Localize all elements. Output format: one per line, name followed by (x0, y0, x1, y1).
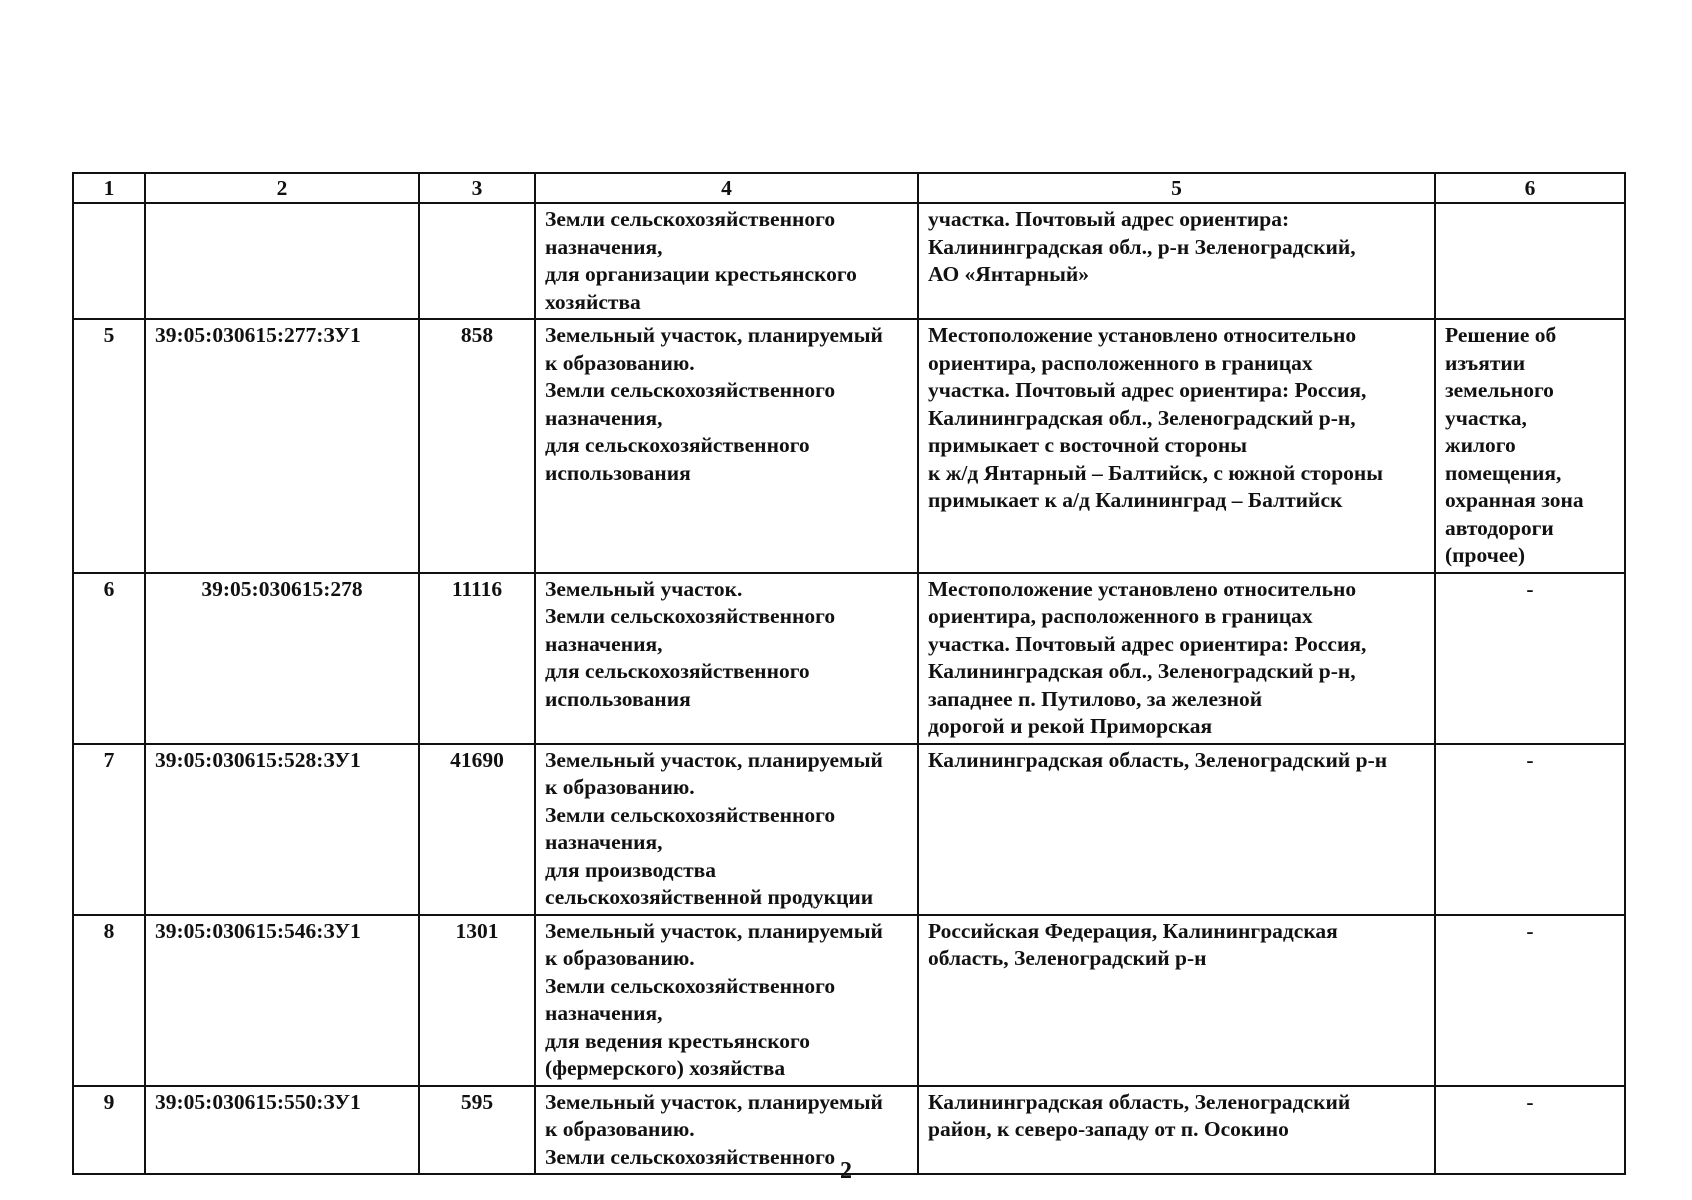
description-cell (535, 319, 918, 573)
note-cell (1435, 573, 1625, 744)
description-line: для организации крестьянского (545, 262, 857, 286)
row-number-cell (73, 744, 145, 915)
note-line: - (1526, 747, 1534, 772)
location-line: Местоположение установлено относительно (928, 576, 1357, 601)
plot-area: 1301 (455, 918, 499, 943)
description-cell (535, 744, 918, 915)
row-number: 8 (103, 918, 115, 943)
plot-area: 595 (460, 1089, 494, 1114)
cadastral-number-cell (145, 203, 419, 319)
plot-area: 11116 (451, 576, 503, 601)
description-line: назначения, (545, 234, 663, 259)
location-line: примыкает к а/д Калининград – Балтийск (928, 488, 1343, 512)
description-line: Земли сельскохозяйственного (545, 207, 836, 231)
row-number: 6 (103, 576, 115, 601)
description-line: назначения, (545, 830, 663, 854)
description-line: к образованию. (545, 775, 695, 799)
header-col-5: 5 (918, 173, 1435, 203)
location-line: Местоположение установлено относительно (928, 323, 1357, 347)
description-line: Земли сельскохозяйственного (545, 1144, 836, 1169)
row-number: 5 (103, 323, 115, 347)
header-col-4: 4 (535, 173, 918, 203)
note-line: изъятии (1445, 350, 1526, 375)
note-line: - (1526, 918, 1534, 943)
cadastral-number-cell (145, 915, 419, 1086)
location-line: участка. Почтовый адрес ориентира: Россия, (928, 631, 1367, 656)
row-number-cell (73, 203, 145, 319)
description-line: использования (545, 686, 691, 711)
description-line: Земельный участок, планируемый (545, 323, 883, 347)
description-line: для сельскохозяйственного (545, 433, 810, 457)
location-line: АО «Янтарный» (928, 262, 1090, 286)
row-number: 9 (103, 1089, 115, 1114)
location-line: район, к северо-западу от п. Осокино (928, 1117, 1289, 1141)
note-line: помещения, (1445, 460, 1562, 485)
note-line: - (1526, 1089, 1534, 1114)
table-body (73, 203, 1625, 1174)
description-line: для сельскохозяйственного (545, 659, 810, 683)
description-line: к образованию. (545, 946, 695, 970)
row-number-cell (73, 915, 145, 1086)
cadastral-number-cell (145, 573, 419, 744)
description-line: хозяйства (545, 289, 641, 314)
location-cell (918, 573, 1435, 744)
header-col-2: 2 (145, 173, 419, 203)
description-line: Земли сельскохозяйственного (545, 604, 836, 628)
cadastral-number-cell (145, 319, 419, 573)
description-line: для производства (545, 857, 717, 882)
area-cell (419, 915, 535, 1086)
location-line: Калининградская область, Зеленоградский (928, 1089, 1351, 1114)
description-cell (535, 203, 918, 319)
note-line: участка, (1445, 405, 1527, 430)
location-line: примыкает с восточной стороны (928, 433, 1248, 457)
description-cell (535, 573, 918, 744)
location-line: ориентира, расположенного в границах (928, 604, 1313, 628)
table-row (73, 203, 1625, 319)
note-cell (1435, 319, 1625, 573)
note-cell (1435, 744, 1625, 915)
location-line: Калининградская обл., Зеленоградский р-н, (928, 405, 1356, 430)
table-header-row (73, 173, 1625, 203)
area-cell (419, 319, 535, 573)
location-cell (918, 319, 1435, 573)
area-cell (419, 203, 535, 319)
location-cell (918, 744, 1435, 915)
description-line: к образованию. (545, 1117, 695, 1141)
cadastral-number-cell (145, 744, 419, 915)
header-col-3: 3 (419, 173, 535, 203)
area-cell (419, 744, 535, 915)
location-line: Российская Федерация, Калининградская (928, 918, 1338, 943)
note-line: Решение об (1445, 323, 1557, 347)
description-line: Земли сельскохозяйственного (545, 802, 836, 827)
description-cell (535, 915, 918, 1086)
description-line: назначения, (545, 631, 663, 656)
description-line: Земельный участок. (545, 576, 743, 601)
description-line: Земли сельскохозяйственного (545, 378, 836, 402)
location-line: дорогой и рекой Приморская (928, 714, 1213, 738)
location-line: участка. Почтовый адрес ориентира: Россия, (928, 378, 1367, 402)
description-line: Земельный участок, планируемый (545, 747, 883, 772)
note-line: охранная зона (1445, 488, 1584, 512)
row-number: 7 (103, 747, 115, 772)
note-line: (прочее) (1445, 543, 1526, 567)
plot-area: 41690 (450, 747, 504, 772)
location-line: Калининградская обл., Зеленоградский р-н, (928, 659, 1356, 683)
cadastral-number: 39:05:030615:528:ЗУ1 (155, 747, 361, 772)
cadastral-number: 39:05:030615:546:ЗУ1 (155, 918, 361, 943)
plot-area: 858 (460, 323, 494, 347)
cadastral-number: 39:05:030615:550:ЗУ1 (155, 1089, 361, 1114)
location-line: западнее п. Путилово, за железной (928, 686, 1263, 711)
location-line: к ж/д Янтарный – Балтийск, с южной стороны (928, 460, 1384, 485)
page-number: 2 (840, 1158, 852, 1184)
description-line: (фермерского) хозяйства (545, 1056, 786, 1080)
location-line: Калининградская область, Зеленоградский р-н (928, 747, 1388, 772)
description-line: сельскохозяйственной продукции (545, 885, 874, 909)
description-line: Земельный участок, планируемый (545, 918, 883, 943)
description-line: назначения, (545, 405, 663, 430)
cadastral-number: 39:05:030615:277:ЗУ1 (155, 323, 361, 347)
note-line: автодороги (1445, 515, 1554, 540)
description-line: использования (545, 460, 691, 485)
description-line: Земли сельскохозяйственного (545, 973, 836, 998)
header-col-1: 1 (73, 173, 145, 203)
area-cell (419, 573, 535, 744)
row-number-cell (73, 319, 145, 573)
table-row (73, 915, 1625, 1086)
location-cell (918, 915, 1435, 1086)
location-cell (918, 203, 1435, 319)
description-line: Земельный участок, планируемый (545, 1089, 883, 1114)
table-row (73, 573, 1625, 744)
row-number-cell (73, 573, 145, 744)
location-line: ориентира, расположенного в границах (928, 350, 1313, 375)
note-line: жилого (1445, 433, 1516, 457)
table-row (73, 744, 1625, 915)
location-line: Калининградская обл., р-н Зеленоградский, (928, 234, 1356, 259)
description-line: назначения, (545, 1001, 663, 1025)
note-cell (1435, 203, 1625, 319)
note-line: - (1526, 576, 1534, 601)
header-col-6: 6 (1435, 173, 1625, 203)
location-line: участка. Почтовый адрес ориентира: (928, 207, 1290, 231)
description-line: к образованию. (545, 350, 695, 375)
cadastral-number: 39:05:030615:278 (201, 576, 363, 601)
location-line: область, Зеленоградский р-н (928, 946, 1207, 970)
land-plots-table (72, 172, 1626, 1175)
table-row (73, 319, 1625, 573)
note-cell (1435, 915, 1625, 1086)
note-line: земельного (1445, 378, 1554, 402)
description-line: для ведения крестьянского (545, 1028, 811, 1053)
